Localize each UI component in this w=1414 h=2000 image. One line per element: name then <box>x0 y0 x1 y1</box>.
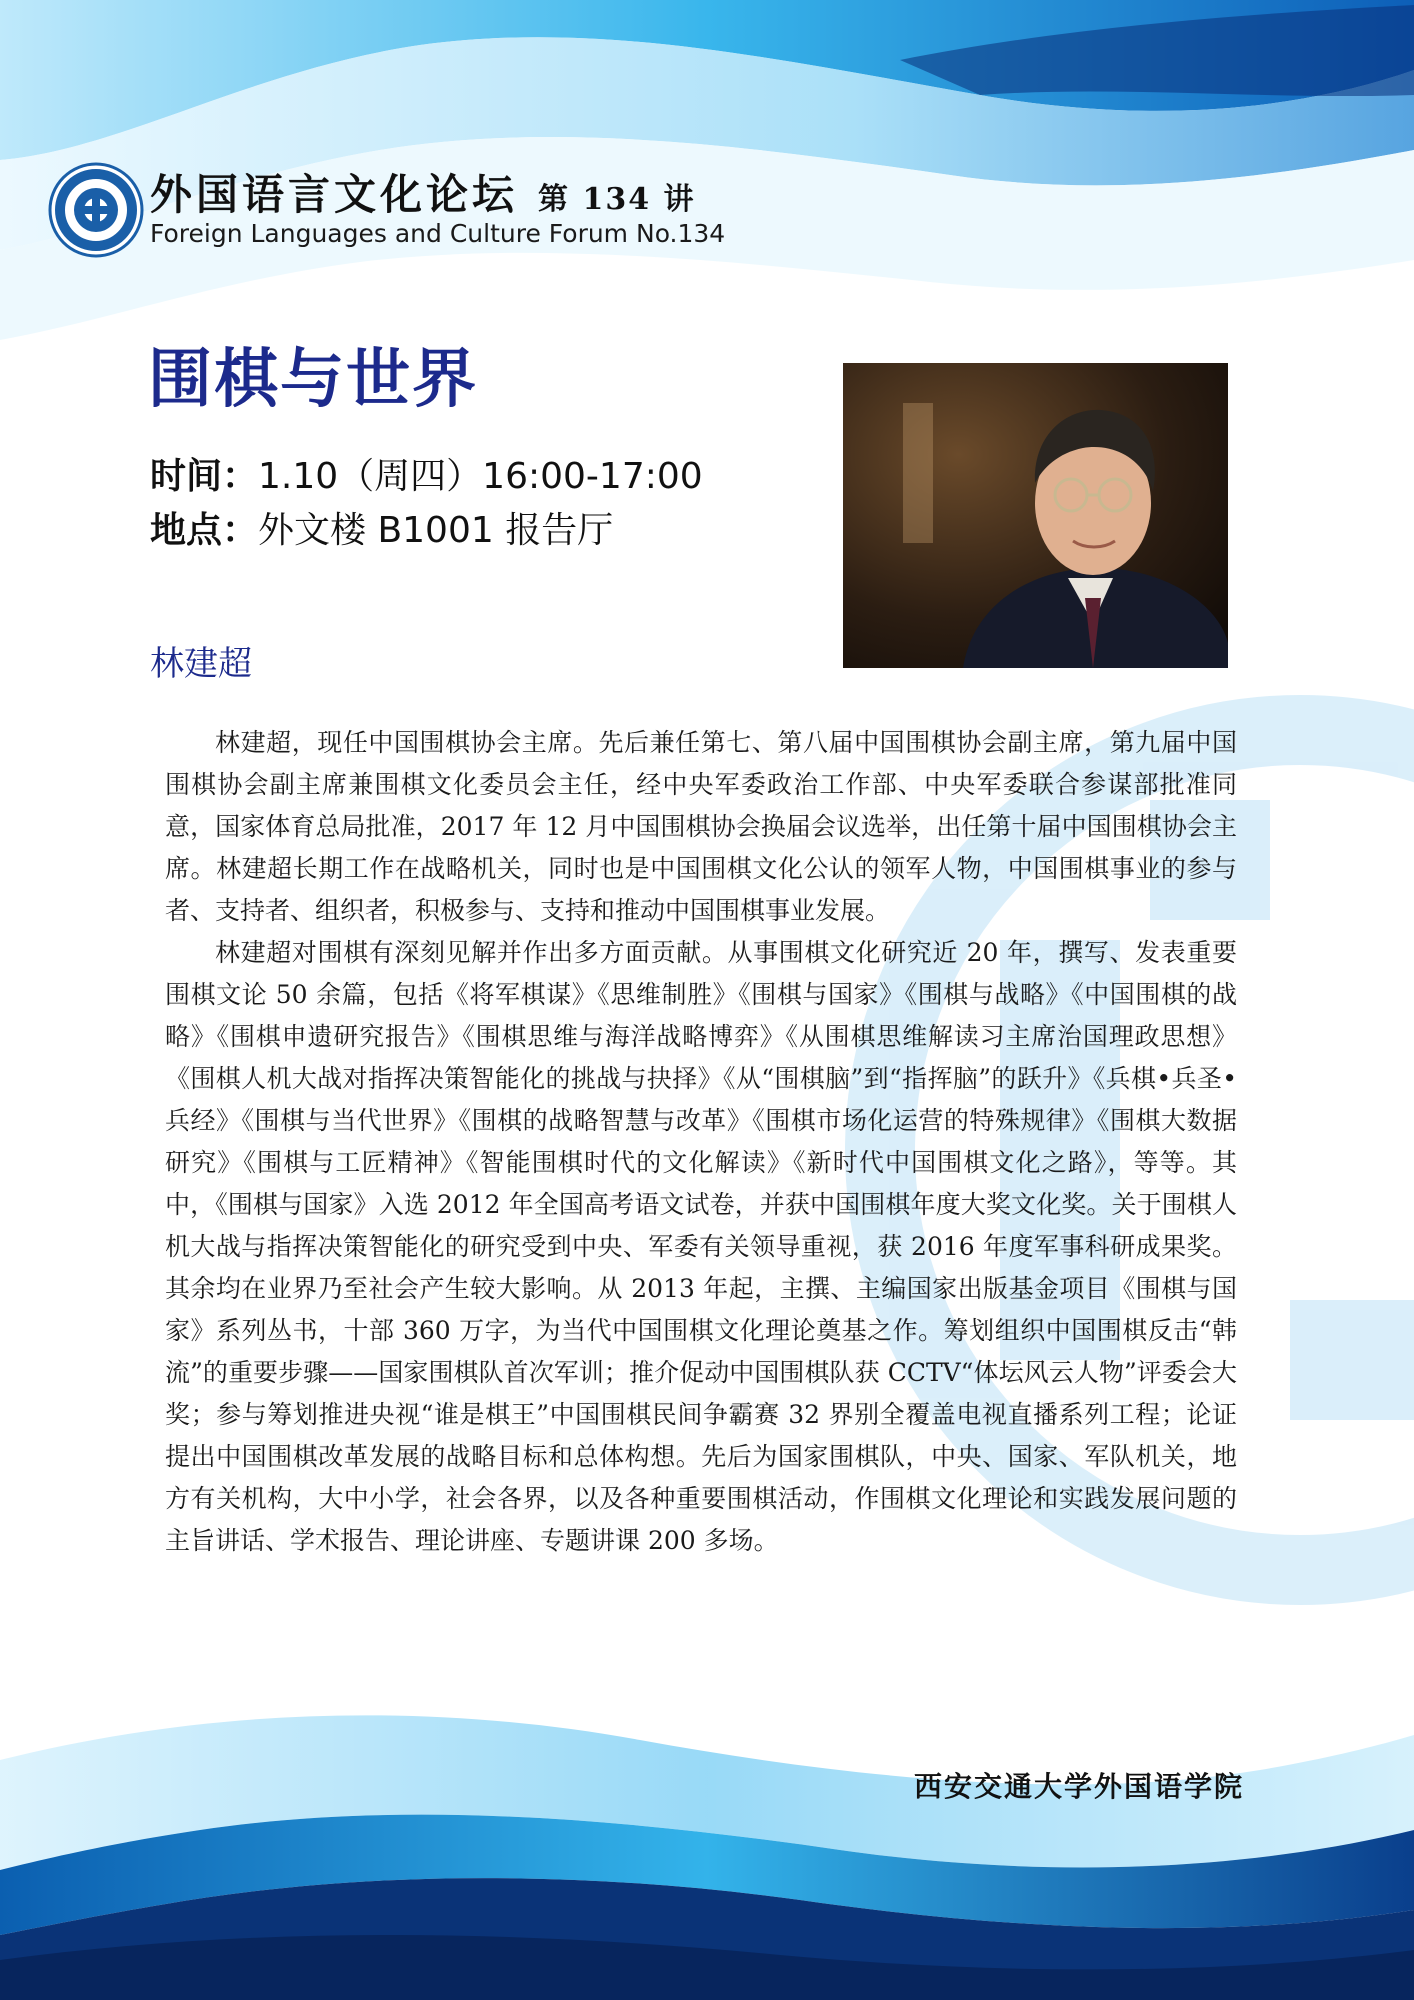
time-value: 1.10（周四）16:00-17:00 <box>258 456 703 497</box>
place-value: 外文楼 B1001 报告厅 <box>258 510 614 551</box>
speaker-photo <box>843 363 1228 668</box>
university-logo <box>48 162 144 258</box>
forum-title-en: Foreign Languages and Culture Forum No.134 <box>150 219 726 248</box>
lecture-number: 第 134 讲 <box>538 182 696 217</box>
speaker-bio <box>165 722 1237 1562</box>
bio-paragraph: 林建超，现任中国围棋协会主席。先后兼任第七、第八届中国围棋协会副主席，第九届中国围棋协会副主席兼围棋文化委员会主任，经中央军委政治工作部、中央军委联合参谋部批准同意，国家体育总局批准，2017 年 12 月中国围棋协会换届会议选举，出任第十届中国围棋协会主席。林建超长期工作在战略机关，同时也是中国围棋文化公认的领军人物，中国围棋事业的参与者、支持者、组织者，积极参与、支持和推动中国围棋事业发展。 <box>165 728 1237 925</box>
time-label: 时间： <box>150 455 259 497</box>
speaker-name: 林建超 <box>150 644 252 684</box>
forum-title-cn <box>150 162 696 222</box>
event-time <box>150 448 703 499</box>
bio-paragraph: 林建超对围棋有深刻见解并作出多方面贡献。从事围棋文化研究近 20 年，撰写、发表重要围棋文论 50 余篇，包括《将军棋谋》《思维制胜》《围棋与国家》《围棋与战略》《中国围棋的战略》《围棋申遗研究报告》《围棋思维与海洋战略博弈》《从围棋思维解读习主席治国理政思想》《围棋人机大战对指挥决策智能化的挑战与抉择》《从“围棋脑”到“指挥脑”的跃升》《兵棋•兵圣•兵经》《围棋与当代世界》《围棋的战略智慧与改革》《围棋市场化运营的特殊规律》《围棋大数据研究》《围棋与工匠精神》《智能围棋时代的文化解读》《新时代中国围棋文化之路》，等等。其中，《围棋与国家》入选 2012 年全国高考语文试卷，并获中国围棋年度大奖文化奖。关于围棋人机大战与指挥决策智能化的研究受到中央、军委有关领导重视，获 2016 年度军事科研成果奖。其余均在业界乃至社会产生较大影响。从 2013 年起，主撰、主编国家出版基金项目《围棋与国家》系列丛书，十部 360 万字，为当代中国围棋文化理论奠基之作。筹划组织中国围棋反击“韩流”的重要步骤——国家围棋队首次军训；推介促动中国围棋队获 CCTV“体坛风云人物”评委会大奖；参与筹划推进央视“谁是棋王”中国围棋民间争霸赛 32 界别全覆盖电视直播系列工程；论证提出中国围棋改革发展的战略目标和总体构想。先后为国家围棋队，中央、国家、军队机关，地方有关机构，大中小学，社会各界，以及各种重要围棋活动，作围棋文化理论和实践发展问题的主旨讲话、学术报告、理论讲座、专题讲课 200 多场。 <box>165 938 1237 1555</box>
event-place <box>150 502 613 553</box>
place-label: 地点： <box>150 509 259 551</box>
forum-title-cn-text: 外国语言文化论坛 <box>150 170 519 219</box>
lecture-title: 围棋与世界 <box>148 343 478 417</box>
organizer-name: 西安交通大学外国语学院 <box>913 1770 1244 1803</box>
